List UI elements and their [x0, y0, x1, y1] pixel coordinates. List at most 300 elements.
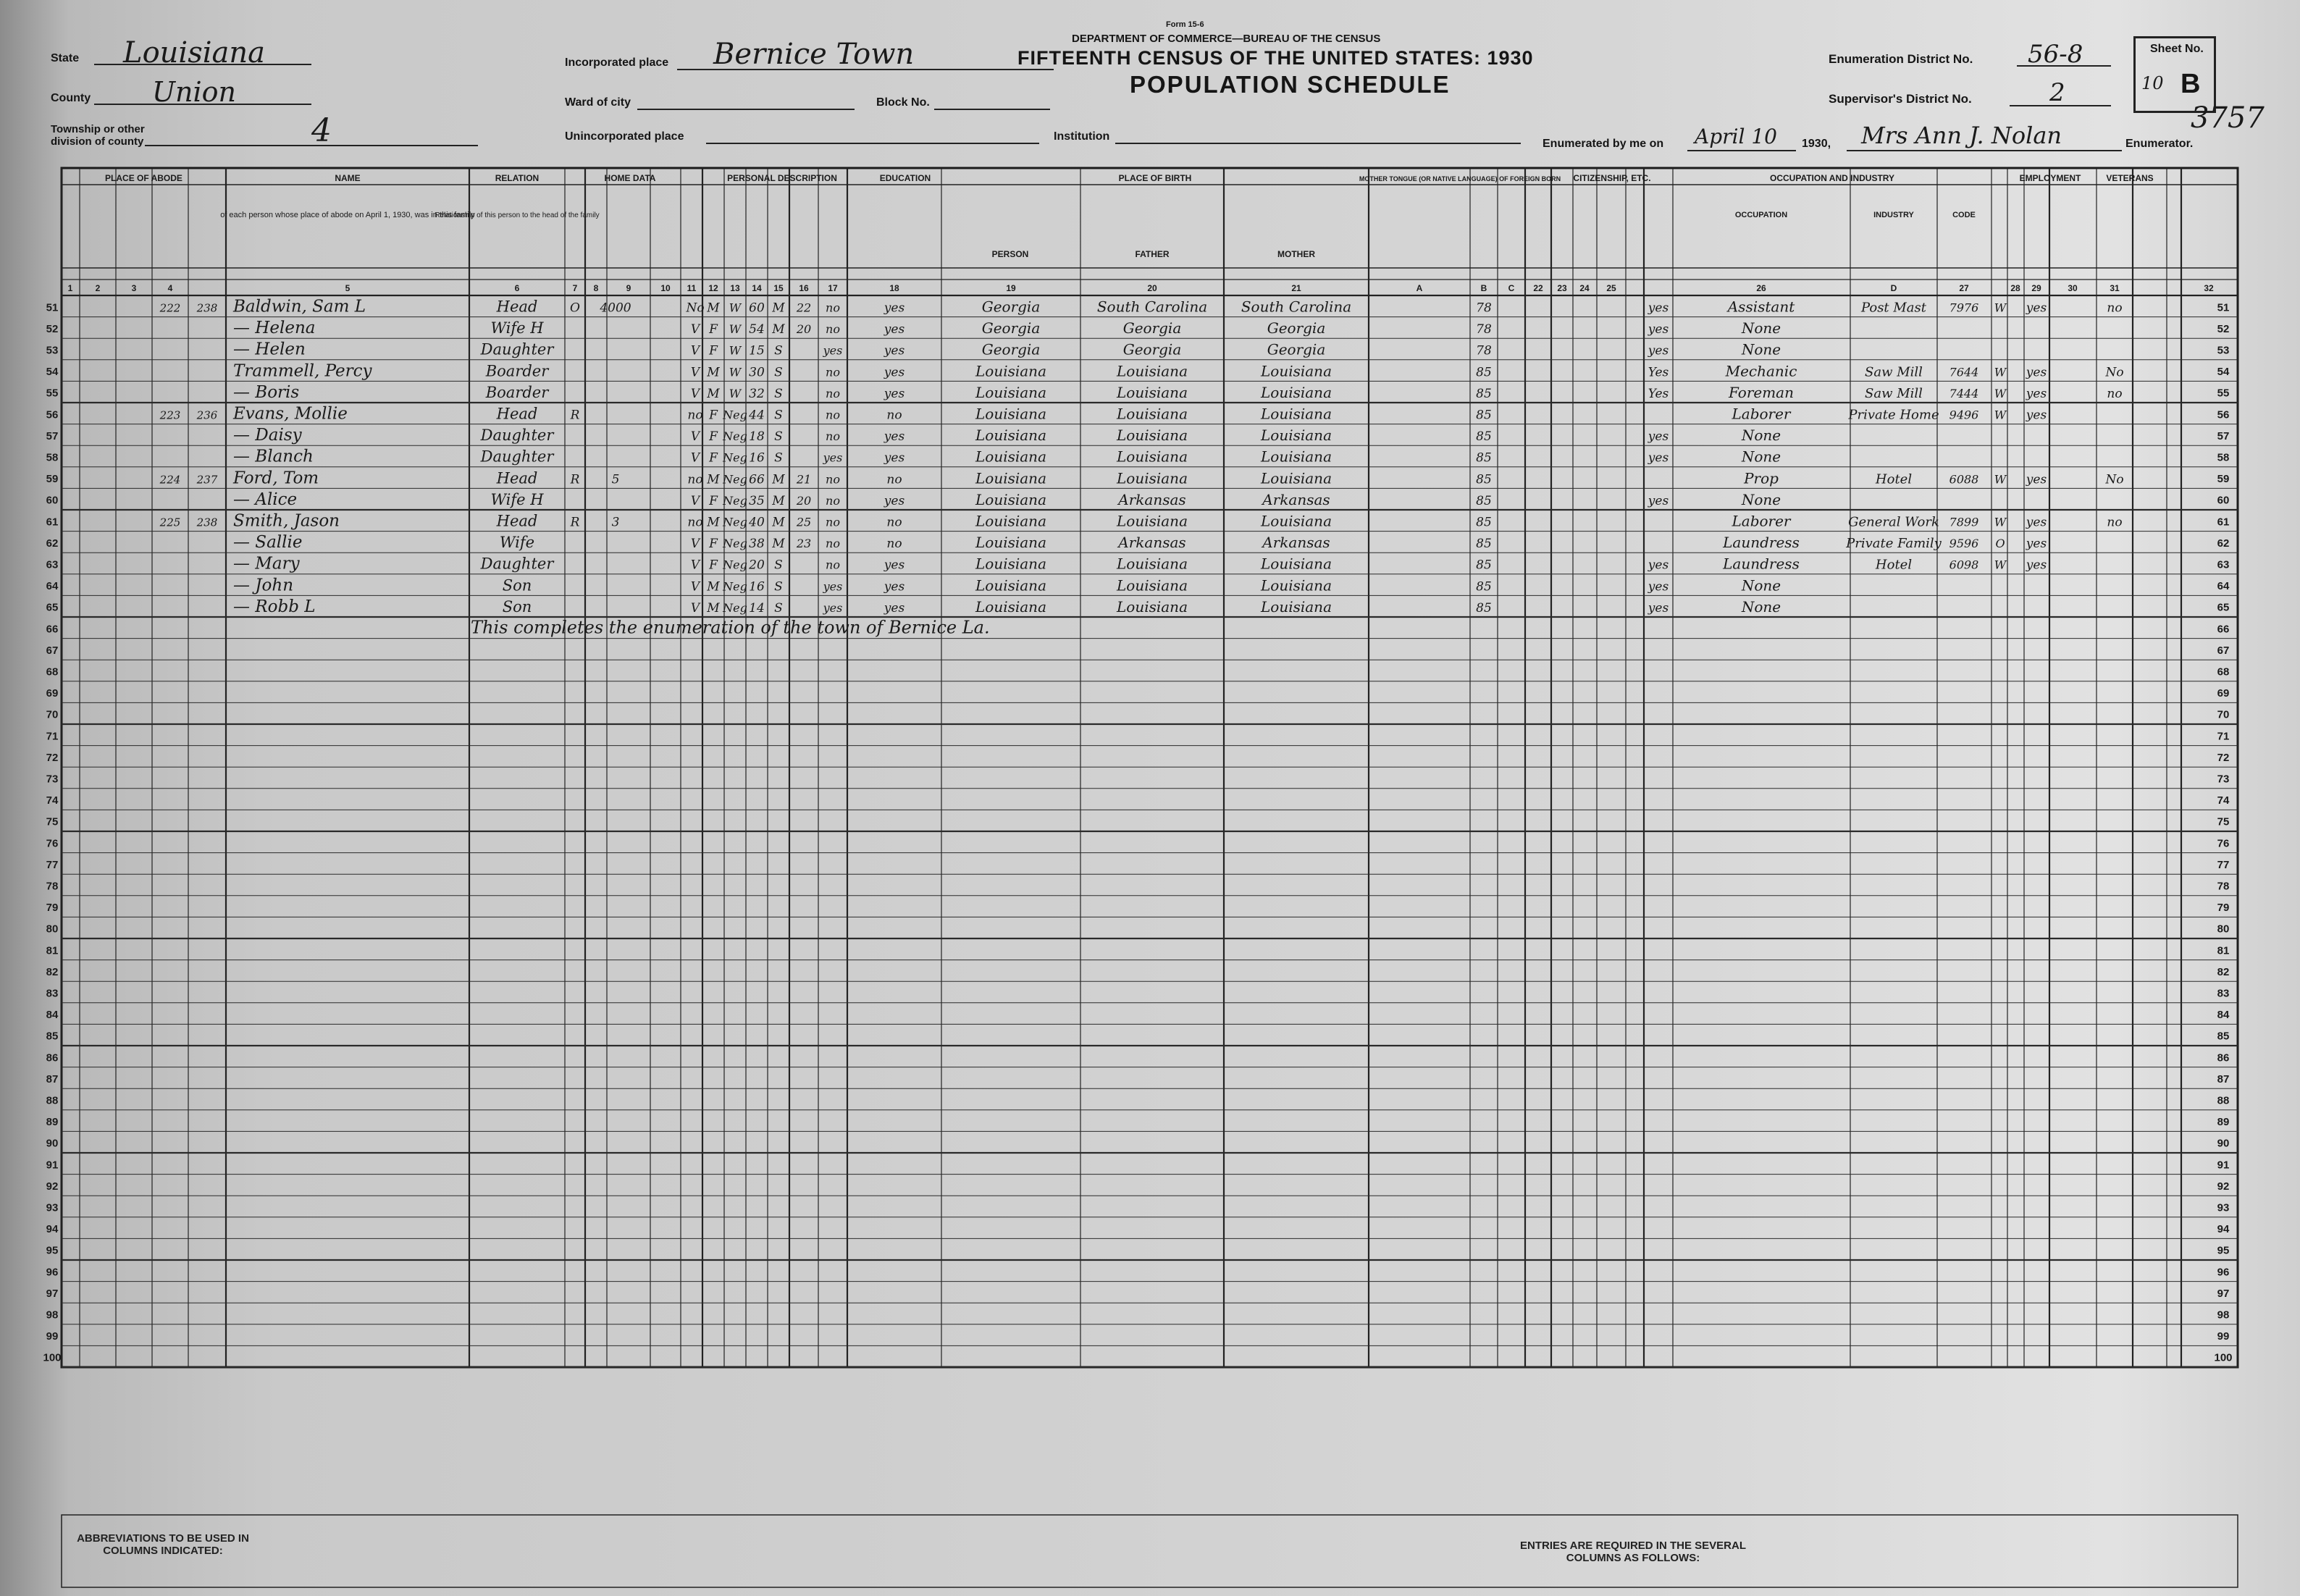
line-number-right: 79 [2217, 902, 2230, 915]
cell-race: W [729, 322, 742, 337]
cell-read: no [886, 537, 902, 552]
column-number: 21 [1291, 283, 1301, 293]
cell-sex: M [707, 301, 720, 316]
cell-birth: Louisiana [975, 362, 1046, 380]
cell-family: 237 [196, 473, 218, 487]
institution-label: Institution [1054, 130, 1110, 143]
line-number-right: 96 [2217, 1266, 2230, 1279]
cell-marital: S [774, 343, 783, 358]
cell-work: yes [2026, 408, 2047, 423]
form-number: Form 15-6 [1166, 20, 1204, 29]
cell-birth: Louisiana [975, 448, 1046, 466]
line-number: 85 [46, 1030, 59, 1043]
cell-code-d: 7444 [1949, 386, 1979, 400]
cell-industry: Hotel [1875, 471, 1913, 487]
census-title: FIFTEENTH CENSUS OF THE UNITED STATES: 1930 [1017, 47, 1534, 69]
cell-age: 44 [749, 408, 765, 423]
cell-employed: Yes [1648, 365, 1669, 380]
cell-birth: Louisiana [975, 405, 1046, 423]
column-group-heading: PERSONAL DESCRIPTION [727, 173, 837, 183]
stamp-number: 3757 [2191, 101, 2265, 135]
cell-relation: Daughter [480, 448, 554, 466]
birth-father-header: FATHER [1135, 249, 1170, 259]
enumerator-name: Mrs Ann J. Nolan [1861, 122, 2062, 149]
cell-farm: no [687, 515, 703, 530]
line-number-right: 75 [2217, 815, 2230, 828]
line-number: 56 [46, 408, 59, 421]
line-number: 53 [46, 344, 59, 357]
cell-farm: V [690, 322, 700, 337]
line-number: 57 [46, 429, 59, 442]
cell-father-birth: Georgia [1122, 319, 1182, 337]
cell-employed: Yes [1648, 386, 1669, 401]
line-number: 91 [46, 1159, 59, 1172]
column-number: 16 [799, 283, 809, 293]
cell-race: Neg [723, 429, 747, 444]
cell-sex: M [707, 600, 720, 616]
cell-age: 32 [749, 386, 765, 401]
cell-marital: S [774, 558, 783, 573]
column-number: 8 [593, 283, 599, 293]
entries-required-title: ENTRIES ARE REQUIRED IN THE SEVERAL COLUMNS AS FOLLOWS: [1520, 1540, 1746, 1564]
cell-race: Neg [723, 450, 747, 465]
cell-class: W [1994, 558, 2007, 572]
enumerated-label: Enumerated by me on [1543, 138, 1664, 150]
cell-race: Neg [723, 515, 747, 529]
cell-class: W [1994, 472, 2007, 487]
cell-age: 16 [749, 579, 765, 595]
cell-father-birth: Louisiana [1117, 405, 1188, 423]
cell-relation: Head [496, 469, 538, 487]
column-number: 29 [2031, 283, 2041, 293]
cell-work: yes [2026, 301, 2047, 316]
column-number: 10 [660, 283, 671, 293]
township-value: 4 [311, 112, 332, 149]
cell-mother-birth: Louisiana [1261, 405, 1332, 423]
cell-farm: V [690, 343, 700, 358]
cell-relation: Daughter [480, 555, 554, 573]
column-group-heading: MOTHER TONGUE (OR NATIVE LANGUAGE) OF FOREIGN BORN [1359, 175, 1561, 182]
column-number: 7 [572, 283, 578, 293]
cell-family: 236 [196, 408, 218, 422]
column-number: 17 [828, 283, 838, 293]
cell-age-married: 25 [796, 515, 812, 529]
cell-father-birth: Louisiana [1117, 555, 1188, 573]
column-number: A [1416, 283, 1423, 293]
cell-code-d: 9496 [1949, 408, 1979, 422]
cell-code-a: 85 [1476, 386, 1492, 401]
cell-dwelling: 225 [159, 516, 181, 529]
line-number: 80 [46, 923, 59, 936]
column-number: 22 [1533, 283, 1543, 293]
cell-dwelling: 222 [159, 301, 181, 315]
cell-name: — Robb L [233, 597, 316, 616]
cell-occupation: None [1741, 597, 1781, 616]
line-number-right: 63 [2217, 558, 2230, 571]
line-number-right: 72 [2217, 751, 2230, 764]
cell-father-birth: Louisiana [1117, 362, 1188, 380]
line-number-right: 59 [2217, 473, 2230, 486]
cell-read: no [886, 472, 902, 487]
cell-age: 18 [749, 429, 765, 445]
column-group-heading: RELATION [495, 173, 540, 183]
line-number: 76 [46, 837, 59, 850]
cell-marital: M [772, 301, 785, 316]
cell-birth: Louisiana [975, 427, 1046, 445]
cell-mother-birth: Louisiana [1261, 512, 1332, 530]
birth-person-header: PERSON [991, 249, 1029, 259]
cell-mother-birth: Louisiana [1261, 597, 1332, 616]
cell-race: W [729, 343, 742, 358]
cell-read: yes [884, 386, 905, 401]
cell-marital: S [774, 600, 783, 616]
cell-father-birth: Louisiana [1117, 469, 1188, 487]
cell-read: yes [884, 558, 905, 573]
line-number: 81 [46, 944, 59, 957]
cell-father-birth: Louisiana [1117, 448, 1188, 466]
cell-code-d: 6098 [1949, 558, 1979, 572]
column-number: 6 [514, 283, 520, 293]
cell-employed: yes [1648, 558, 1669, 573]
cell-marital: S [774, 386, 783, 401]
cell-age: 20 [749, 558, 765, 573]
cell-marital: M [772, 322, 785, 337]
cell-farm: no [687, 408, 703, 423]
cell-occupation: None [1741, 448, 1781, 466]
line-number: 54 [46, 366, 59, 379]
cell-race: W [729, 386, 742, 400]
line-number-right: 98 [2217, 1309, 2230, 1322]
incorporated-value: Bernice Town [713, 38, 915, 71]
cell-sex: M [707, 472, 720, 487]
cell-school: no [826, 537, 840, 551]
cell-age: 60 [749, 301, 765, 316]
cell-marital: S [774, 408, 783, 423]
cell-farm: No [686, 301, 705, 316]
cell-name: — Sallie [233, 533, 303, 553]
cell-age: 38 [749, 537, 765, 552]
cell-mother-birth: Louisiana [1261, 362, 1332, 380]
sheet-side: B [2181, 69, 2201, 99]
cell-race: Neg [723, 472, 747, 487]
line-number: 70 [46, 708, 59, 721]
cell-occupation: Prop [1744, 469, 1779, 487]
cell-birth: Louisiana [975, 383, 1046, 401]
cell-occupation: Mechanic [1725, 362, 1797, 380]
line-number-right: 80 [2217, 923, 2230, 936]
line-number-right: 100 [2214, 1351, 2233, 1364]
cell-name: — Alice [233, 490, 298, 509]
line-number: 78 [46, 880, 59, 893]
cell-code-a: 78 [1476, 343, 1492, 358]
column-number: 2 [95, 283, 101, 293]
line-number-right: 89 [2217, 1116, 2230, 1129]
incorporated-label: Incorporated place [565, 56, 669, 69]
cell-occupation: Laundress [1723, 534, 1800, 552]
cell-name: Evans, Mollie [233, 404, 348, 424]
line-number: 88 [46, 1094, 59, 1107]
cell-code-d: 7976 [1949, 301, 1979, 315]
cell-veteran: no [2107, 386, 2123, 401]
cell-class: W [1994, 408, 2007, 422]
column-number: 23 [1557, 283, 1567, 293]
cell-code-d: 7899 [1949, 515, 1979, 529]
cell-family: 238 [196, 301, 218, 315]
township-label: Township or other division of county [51, 123, 145, 148]
cell-veteran: No [2105, 365, 2124, 380]
cell-mother-birth: Arkansas [1262, 490, 1330, 508]
enumerated-year: 1930, [1802, 138, 1831, 150]
line-number-right: 52 [2217, 322, 2230, 335]
cell-read: no [886, 408, 902, 423]
cell-farm: V [690, 558, 700, 573]
line-number: 62 [46, 537, 59, 550]
line-number-right: 74 [2217, 794, 2230, 807]
column-group-heading: VETERANS [2106, 173, 2154, 183]
column-group-heading: CITIZENSHIP, ETC. [1573, 173, 1651, 183]
line-number-right: 84 [2217, 1009, 2230, 1022]
cell-relation: Wife H [490, 490, 544, 508]
column-group-heading: PLACE OF ABODE [105, 173, 182, 183]
cell-race: Neg [723, 537, 747, 551]
line-number: 95 [46, 1244, 59, 1257]
cell-mother-birth: Georgia [1267, 340, 1326, 358]
cell-dwelling: 224 [159, 473, 181, 487]
line-number-right: 99 [2217, 1330, 2230, 1343]
line-number: 64 [46, 580, 59, 593]
column-number: 9 [626, 283, 631, 293]
cell-industry: Private Family [1846, 536, 1942, 552]
line-number-right: 57 [2217, 429, 2230, 442]
cell-relation: Head [496, 512, 538, 530]
cell-farm: V [690, 493, 700, 508]
cell-farm: V [690, 429, 700, 445]
cell-birth: Louisiana [975, 490, 1046, 508]
cell-read: yes [884, 579, 905, 595]
cell-birth: Louisiana [975, 555, 1046, 573]
column-group-heading: HOME DATA [604, 173, 656, 183]
line-number: 61 [46, 516, 59, 529]
enumerated-date: April 10 [1695, 125, 1777, 148]
cell-tenure: R [570, 408, 580, 423]
cell-industry: Post Mast [1860, 300, 1927, 316]
column-number: 31 [2110, 283, 2120, 293]
cell-name: Trammell, Percy [233, 361, 372, 381]
cell-relation: Daughter [480, 427, 554, 445]
cell-occupation: Laborer [1732, 512, 1791, 530]
cell-tenure: R [570, 472, 580, 487]
cell-marital: S [774, 579, 783, 595]
cell-race: W [729, 301, 742, 315]
cell-relation: Son [502, 576, 532, 595]
column-number: 30 [2068, 283, 2078, 293]
cell-marital: M [772, 493, 785, 508]
cell-age: 35 [749, 493, 765, 508]
cell-mother-birth: Arkansas [1262, 534, 1330, 552]
cell-employed: yes [1648, 450, 1669, 466]
cell-relation: Son [502, 597, 532, 616]
line-number-right: 51 [2217, 301, 2230, 314]
sheet-number: 10 [2141, 73, 2164, 93]
line-number-right: 67 [2217, 644, 2230, 657]
cell-mother-birth: Louisiana [1261, 555, 1332, 573]
cell-farm: no [687, 472, 703, 487]
ed-label: Enumeration District No. [1829, 52, 1973, 66]
line-number-right: 77 [2217, 858, 2230, 871]
cell-sex: F [709, 558, 718, 573]
cell-age: 15 [749, 343, 765, 358]
cell-industry: Private Home [1848, 407, 1939, 423]
line-number-right: 83 [2217, 987, 2230, 1000]
cell-employed: yes [1648, 322, 1669, 337]
cell-read: yes [884, 493, 905, 508]
supervisor-value: 2 [2049, 78, 2065, 107]
cell-relation: Boarder [485, 383, 549, 401]
line-number-right: 62 [2217, 537, 2230, 550]
line-number: 86 [46, 1051, 59, 1064]
line-number: 100 [43, 1351, 62, 1364]
cell-code-d: 9596 [1949, 537, 1979, 551]
column-number: 3 [131, 283, 137, 293]
cell-class: W [1994, 301, 2007, 315]
cell-dwelling: 223 [159, 408, 181, 422]
column-number: 15 [773, 283, 784, 293]
cell-read: yes [884, 600, 905, 616]
line-number: 79 [46, 902, 59, 915]
cell-birth: Georgia [981, 298, 1041, 316]
cell-birth: Georgia [981, 340, 1041, 358]
line-number: 63 [46, 558, 59, 571]
cell-age-married: 20 [796, 322, 812, 337]
column-number: 11 [687, 283, 697, 293]
cell-class: W [1994, 365, 2007, 379]
schedule-title: POPULATION SCHEDULE [1130, 71, 1451, 98]
cell-code-a: 85 [1476, 365, 1492, 380]
column-number: 4 [167, 283, 173, 293]
cell-sex: F [709, 450, 718, 466]
line-number: 97 [46, 1287, 59, 1300]
completion-note: This completes the enumeration of the town of Bernice La. [471, 617, 990, 638]
cell-name: — Helena [233, 319, 316, 338]
name-column-header: of each person whose place of abode on April 1, 1930, was in this family [220, 211, 475, 219]
cell-sex: M [707, 386, 720, 401]
cell-code-a: 85 [1476, 537, 1492, 552]
cell-industry: General Work [1848, 514, 1939, 530]
cell-read: no [886, 515, 902, 530]
cell-name: — Daisy [233, 426, 302, 445]
line-number: 94 [46, 1223, 59, 1236]
cell-school: no [826, 515, 840, 529]
line-number: 90 [46, 1137, 59, 1150]
cell-relation: Head [496, 405, 538, 423]
line-number: 87 [46, 1072, 59, 1085]
line-number-right: 97 [2217, 1287, 2230, 1300]
cell-class: W [1994, 515, 2007, 529]
cell-school: no [826, 386, 840, 400]
cell-relation: Daughter [480, 340, 554, 358]
cell-occupation: None [1741, 340, 1781, 358]
cell-farm: V [690, 600, 700, 616]
cell-code-a: 85 [1476, 408, 1492, 423]
column-number: B [1480, 283, 1487, 293]
cell-name: Baldwin, Sam L [233, 297, 366, 316]
column-number: D [1890, 283, 1897, 293]
cell-occupation: Foreman [1729, 383, 1794, 401]
cell-birth: Georgia [981, 319, 1041, 337]
cell-occupation: Laborer [1732, 405, 1791, 423]
cell-mother-birth: Louisiana [1261, 448, 1332, 466]
cell-code-a: 85 [1476, 450, 1492, 466]
line-number-right: 71 [2217, 730, 2230, 743]
cell-read: yes [884, 301, 905, 316]
line-number-right: 65 [2217, 601, 2230, 614]
cell-father-birth: Louisiana [1117, 597, 1188, 616]
cell-employed: yes [1648, 579, 1669, 595]
line-number-right: 66 [2217, 623, 2230, 636]
cell-employed: yes [1648, 429, 1669, 445]
cell-veteran: no [2107, 301, 2123, 316]
cell-read: yes [884, 450, 905, 466]
cell-code-a: 85 [1476, 579, 1492, 595]
line-number: 71 [46, 730, 59, 743]
column-group-heading: NAME [335, 173, 361, 183]
cell-work: yes [2026, 472, 2047, 487]
block-label: Block No. [876, 96, 930, 109]
line-number: 99 [46, 1330, 59, 1343]
cell-birth: Louisiana [975, 576, 1046, 595]
occupation-header: OCCUPATION [1734, 211, 1788, 219]
cell-family: 238 [196, 516, 218, 529]
line-number: 68 [46, 665, 59, 679]
line-number-right: 93 [2217, 1201, 2230, 1214]
line-number-right: 64 [2217, 580, 2230, 593]
cell-age-married: 22 [796, 301, 812, 315]
cell-age: 14 [749, 600, 765, 616]
cell-birth: Louisiana [975, 469, 1046, 487]
line-number-right: 69 [2217, 687, 2230, 700]
column-group-heading: EDUCATION [879, 173, 931, 183]
line-number: 89 [46, 1116, 59, 1129]
cell-sex: F [709, 408, 718, 423]
line-number: 74 [46, 794, 59, 807]
cell-code-a: 85 [1476, 429, 1492, 445]
line-number: 51 [46, 301, 59, 314]
column-number: 32 [2204, 283, 2214, 293]
cell-farm: V [690, 537, 700, 552]
column-number: C [1508, 283, 1515, 293]
cell-age: 40 [749, 515, 765, 530]
line-number: 83 [46, 987, 59, 1000]
cell-tenure: R [570, 515, 580, 530]
cell-race: Neg [723, 579, 747, 594]
line-number: 92 [46, 1180, 59, 1193]
cell-mother-birth: Louisiana [1261, 427, 1332, 445]
cell-sex: M [707, 515, 720, 530]
line-number: 84 [46, 1009, 59, 1022]
cell-name: Smith, Jason [233, 511, 340, 531]
cell-code-a: 78 [1476, 322, 1492, 337]
footer-box [62, 1515, 2238, 1587]
line-number: 93 [46, 1201, 59, 1214]
cell-mother-birth: Louisiana [1261, 383, 1332, 401]
line-number: 65 [46, 601, 59, 614]
column-number: 18 [889, 283, 899, 293]
line-number: 72 [46, 751, 59, 764]
cell-race: W [729, 365, 742, 379]
cell-name: Ford, Tom [233, 469, 319, 488]
cell-age: 54 [749, 322, 765, 337]
cell-value: 5 [611, 472, 620, 487]
